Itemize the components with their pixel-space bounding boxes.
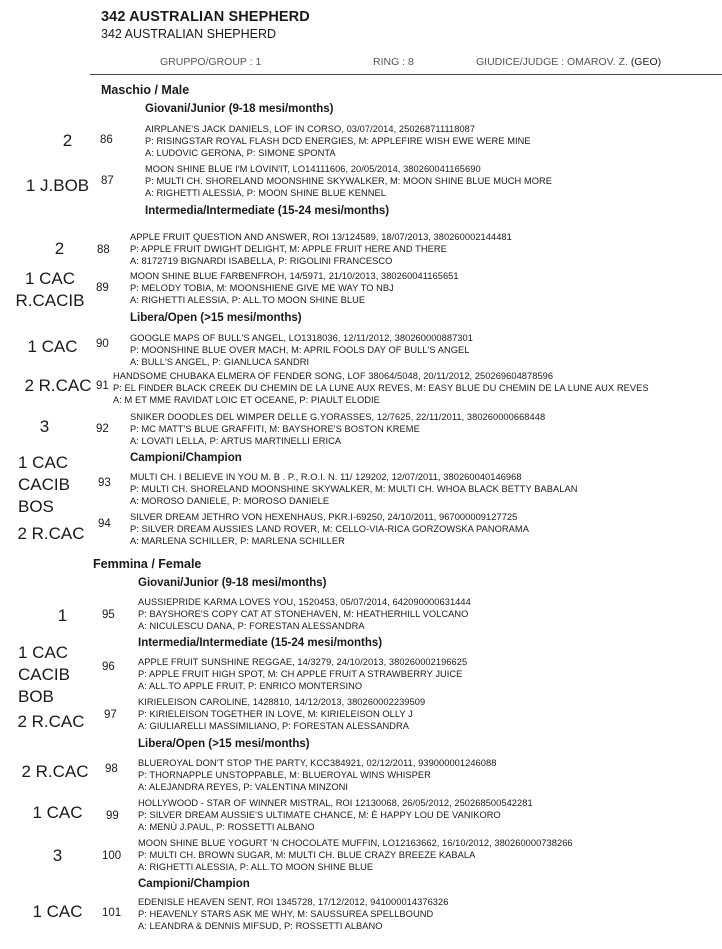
dog-name: APPLE FRUIT SUNSHINE REGGAE, 14/3279, 24/10/2013, 380260002196625 xyxy=(138,657,468,667)
dog-name: MOON SHINE BLUE YOGURT 'N CHOCOLATE MUFFIN, LO12163662, 16/10/2012, 380260000738266 xyxy=(138,838,573,848)
award: 2 xyxy=(62,131,73,150)
page-subtitle: 342 AUSTRALIAN SHEPHERD xyxy=(101,27,277,41)
dog-breeder-owner: A: LOVATI LELLA, P: ARTUS MARTINELLI ERICA xyxy=(130,436,342,446)
dog-name: MOON SHINE BLUE FARBENFROH, 14/5971, 21/10/2013, 380260041165651 xyxy=(130,271,459,281)
dog-breeder-owner: A: ALEJANDRA REYES, P: VALENTINA MINZONI xyxy=(138,782,349,792)
dog-parents: P: MC MATT'S BLUE GRAFFITI, M: BAYSHORE'S BOSTON KREME xyxy=(130,424,420,434)
section-male: Maschio / Male xyxy=(101,83,190,97)
catalog-number: 87 xyxy=(101,175,114,187)
award: 1 J.BOB xyxy=(25,176,90,195)
award: 1 CAC xyxy=(27,337,78,356)
dog-parents: P: THORNAPPLE UNSTOPPABLE, M: BLUEROYAL WINS WHISPER xyxy=(138,770,431,780)
catalog-number: 93 xyxy=(98,477,111,489)
dog-breeder-owner: A: M ET MME RAVIDAT LOIC ET OCEANE, P: PIAULT ELODIE xyxy=(113,395,380,405)
catalog-number: 92 xyxy=(96,423,109,435)
dog-breeder-owner: A: GIULIARELLI MASSIMILIANO, P: FORESTAN ALESSANDRA xyxy=(138,721,410,731)
catalog-number: 101 xyxy=(102,907,122,919)
award: 2 R.CAC xyxy=(21,762,89,781)
catalog-number: 97 xyxy=(104,709,117,721)
dog-name: MOON SHINE BLUE I'M LOVIN'IT, LO14111606, 20/05/2014, 380260041165690 xyxy=(145,164,481,174)
ring-label: RING : 8 xyxy=(373,56,414,68)
catalog-number: 89 xyxy=(96,282,109,294)
dog-parents: P: MULTI CH. SHORELAND MOONSHINE SKYWALKER, M: MOON SHINE BLUE MUCH MORE xyxy=(145,176,553,186)
catalog-number: 90 xyxy=(96,338,109,350)
award: 1 CAC xyxy=(32,803,83,822)
dog-breeder-owner: A: 8172719 BIGNARDI ISABELLA, P: RIGOLINI FRANCESCO xyxy=(130,256,393,266)
judge-name: GIUDICE/JUDGE : OMAROV. Z. xyxy=(476,56,628,68)
catalog-number: 98 xyxy=(105,763,118,775)
dog-parents: P: RISINGSTAR ROYAL FLASH DCD ENERGIES, M: APPLEFIRE WISH EWE WERE MINE xyxy=(145,136,531,146)
dog-breeder-owner: A: MOROSO DANIELE, P: MOROSO DANIELE xyxy=(130,496,330,506)
award: 2 R.CAC xyxy=(17,524,85,543)
section-female: Femmina / Female xyxy=(93,557,202,571)
class-heading: Intermedia/Intermediate (15-24 mesi/months) xyxy=(138,637,383,649)
dog-breeder-owner: A: LUDOVIC GERONA, P: SIMONE SPONTA xyxy=(145,148,336,158)
dog-breeder-owner: A: BULL'S ANGEL, P: GIANLUCA SANDRI xyxy=(130,357,310,367)
class-heading: Giovani/Junior (9-18 mesi/months) xyxy=(138,577,327,589)
award: 3 xyxy=(39,417,50,436)
judge-label xyxy=(476,56,661,68)
judge-country: (GEO) xyxy=(630,56,662,68)
award: 1 CAC R.CACIB xyxy=(15,269,85,310)
dog-name: HOLLYWOOD - STAR OF WINNER MISTRAL, ROI 12130068, 26/05/2012, 250268500542281 xyxy=(138,798,533,808)
class-heading: Intermedia/Intermediate (15-24 mesi/months) xyxy=(145,205,390,217)
award: 1 CAC CACIB BOS xyxy=(18,453,70,516)
dog-breeder-owner: A: NICULESCU DANA, P: FORESTAN ALESSANDRA xyxy=(138,621,365,631)
dog-breeder-owner: A: RIGHETTI ALESSIA, P: MOON SHINE BLUE KENNEL xyxy=(145,188,386,198)
dog-parents: P: KIRIELEISON TOGETHER IN LOVE, M: KIRIELEISON OLLY J xyxy=(138,709,413,719)
catalog-number: 95 xyxy=(102,609,115,621)
class-heading: Giovani/Junior (9-18 mesi/months) xyxy=(145,103,334,115)
award: 1 xyxy=(57,606,68,625)
dog-name: AIRPLANE'S JACK DANIELS, LOF IN CORSO, 03/07/2014, 250268711118087 xyxy=(145,124,476,134)
dog-name: EDENISLE HEAVEN SENT, ROI 1345728, 17/12/2012, 941000014376326 xyxy=(138,897,449,907)
dog-name: SNIKER DOODLES DEL WIMPER DELLE G.YORASSES, 12/7625, 22/11/2011, 380260000668448 xyxy=(130,412,546,422)
class-heading: Libera/Open (>15 mesi/months) xyxy=(138,738,310,750)
dog-name: GOOGLE MAPS OF BULL'S ANGEL, LO1318036, 12/11/2012, 380260000887301 xyxy=(130,333,473,343)
dog-parents: P: MELODY TOBIA, M: MOONSHIENE GIVE ME WAY TO NBJ xyxy=(130,283,394,293)
award: 1 CAC xyxy=(32,902,83,921)
dog-breeder-owner: A: MENÙ J.PAUL, P: ROSSETTI ALBANO xyxy=(138,822,315,832)
dog-name: SILVER DREAM JETHRO VON HEXENHAUS, PKR.I-69250, 24/10/2011, 967000009127725 xyxy=(130,512,518,522)
award: 1 CAC CACIB BOB xyxy=(18,643,70,706)
page-title: 342 AUSTRALIAN SHEPHERD xyxy=(101,9,310,25)
dog-parents: P: MULTI CH. SHORELAND MOONSHINE SKYWALKER, M: MULTI CH. WHOA BLACK BETTY BABALAN xyxy=(130,484,578,494)
dog-parents: P: MOONSHINE BLUE OVER MACH, M: APRIL FOOLS DAY OF BULL'S ANGEL xyxy=(130,345,470,355)
dog-name: MULTI CH. I BELIEVE IN YOU M. B . P., R.O.I. N. 11/ 129202, 12/07/2011, 380260040146968 xyxy=(130,472,522,482)
dog-name: APPLE FRUIT QUESTION AND ANSWER, ROI 13/124589, 18/07/2013, 380260002144481 xyxy=(130,232,512,242)
class-heading: Campioni/Champion xyxy=(130,452,242,464)
dog-breeder-owner: A: RIGHETTI ALESSIA, P: ALL.TO MOON SHINE BLUE xyxy=(130,295,366,305)
dog-parents: P: SILVER DREAM AUSSIE'S ULTIMATE CHANCE, M: È HAPPY LOU DE VANIKORO xyxy=(138,810,501,820)
catalog-number: 94 xyxy=(98,518,111,530)
award: 3 xyxy=(52,846,63,865)
dog-parents: P: HEAVENLY STARS ASK ME WHY, M: SAUSSUREA SPELLBOUND xyxy=(138,909,434,919)
catalog-number: 88 xyxy=(97,244,110,256)
dog-parents: P: SILVER DREAM AUSSIES LAND ROVER, M: CELLO-VIA-RICA GORZOWSKA PANORAMA xyxy=(130,524,529,534)
class-heading: Campioni/Champion xyxy=(138,878,250,890)
group-label: GRUPPO/GROUP : 1 xyxy=(160,56,262,68)
dog-breeder-owner: A: ALL.TO APPLE FRUIT, P: ENRICO MONTERSINO xyxy=(138,681,363,691)
class-heading: Libera/Open (>15 mesi/months) xyxy=(130,312,302,324)
catalog-number: 91 xyxy=(96,380,109,392)
catalog-number: 96 xyxy=(102,661,115,673)
dog-name: AUSSIEPRIDE KARMA LOVES YOU, 1520453, 05/07/2014, 642090000631444 xyxy=(138,597,471,607)
award: 2 xyxy=(54,239,65,258)
dog-name: KIRIELEISON CAROLINE, 1428810, 14/12/2013, 380260002239509 xyxy=(138,697,426,707)
catalog-number: 100 xyxy=(102,850,122,862)
dog-parents: P: MULTI CH. BROWN SUGAR, M: MULTI CH. BLUE CRAZY BREEZE KABALA xyxy=(138,850,476,860)
catalog-number: 99 xyxy=(106,810,119,822)
dog-breeder-owner: A: LEANDRA & DENNIS MIFSUD, P: ROSSETTI ALBANO xyxy=(138,921,383,931)
header-divider xyxy=(90,74,722,75)
dog-name: BLUEROYAL DON'T STOP THE PARTY, KCC384921, 02/12/2011, 939000001246088 xyxy=(138,758,497,768)
catalog-number: 86 xyxy=(100,134,113,146)
dog-breeder-owner: A: RIGHETTI ALESSIA, P: ALL.TO MOON SHINE BLUE xyxy=(138,862,374,872)
award: 2 R.CAC xyxy=(24,376,92,395)
dog-parents: P: EL FINDER BLACK CREEK DU CHEMIN DE LA LUNE AUX REVES, M: EASY BLUE DU CHEMIN DE LA LUNE AUX REVES xyxy=(113,383,649,393)
dog-parents: P: APPLE FRUIT DWIGHT DELIGHT, M: APPLE FRUIT HERE AND THERE xyxy=(130,244,447,254)
award: 2 R.CAC xyxy=(17,712,85,731)
dog-breeder-owner: A: MARLENA SCHILLER, P: MARLENA SCHILLER xyxy=(130,536,345,546)
dog-name: HANDSOME CHUBAKA ELMERA OF FENDER SONG, LOF 38064/5048, 20/11/2012, 250269604878596 xyxy=(113,371,554,381)
dog-parents: P: APPLE FRUIT HIGH SPOT, M: CH APPLE FRUIT A STRAWBERRY JUICE xyxy=(138,669,463,679)
dog-parents: P: BAYSHORE'S COPY CAT AT STONEHAVEN, M: HEATHERHILL VOLCANO xyxy=(138,609,469,619)
